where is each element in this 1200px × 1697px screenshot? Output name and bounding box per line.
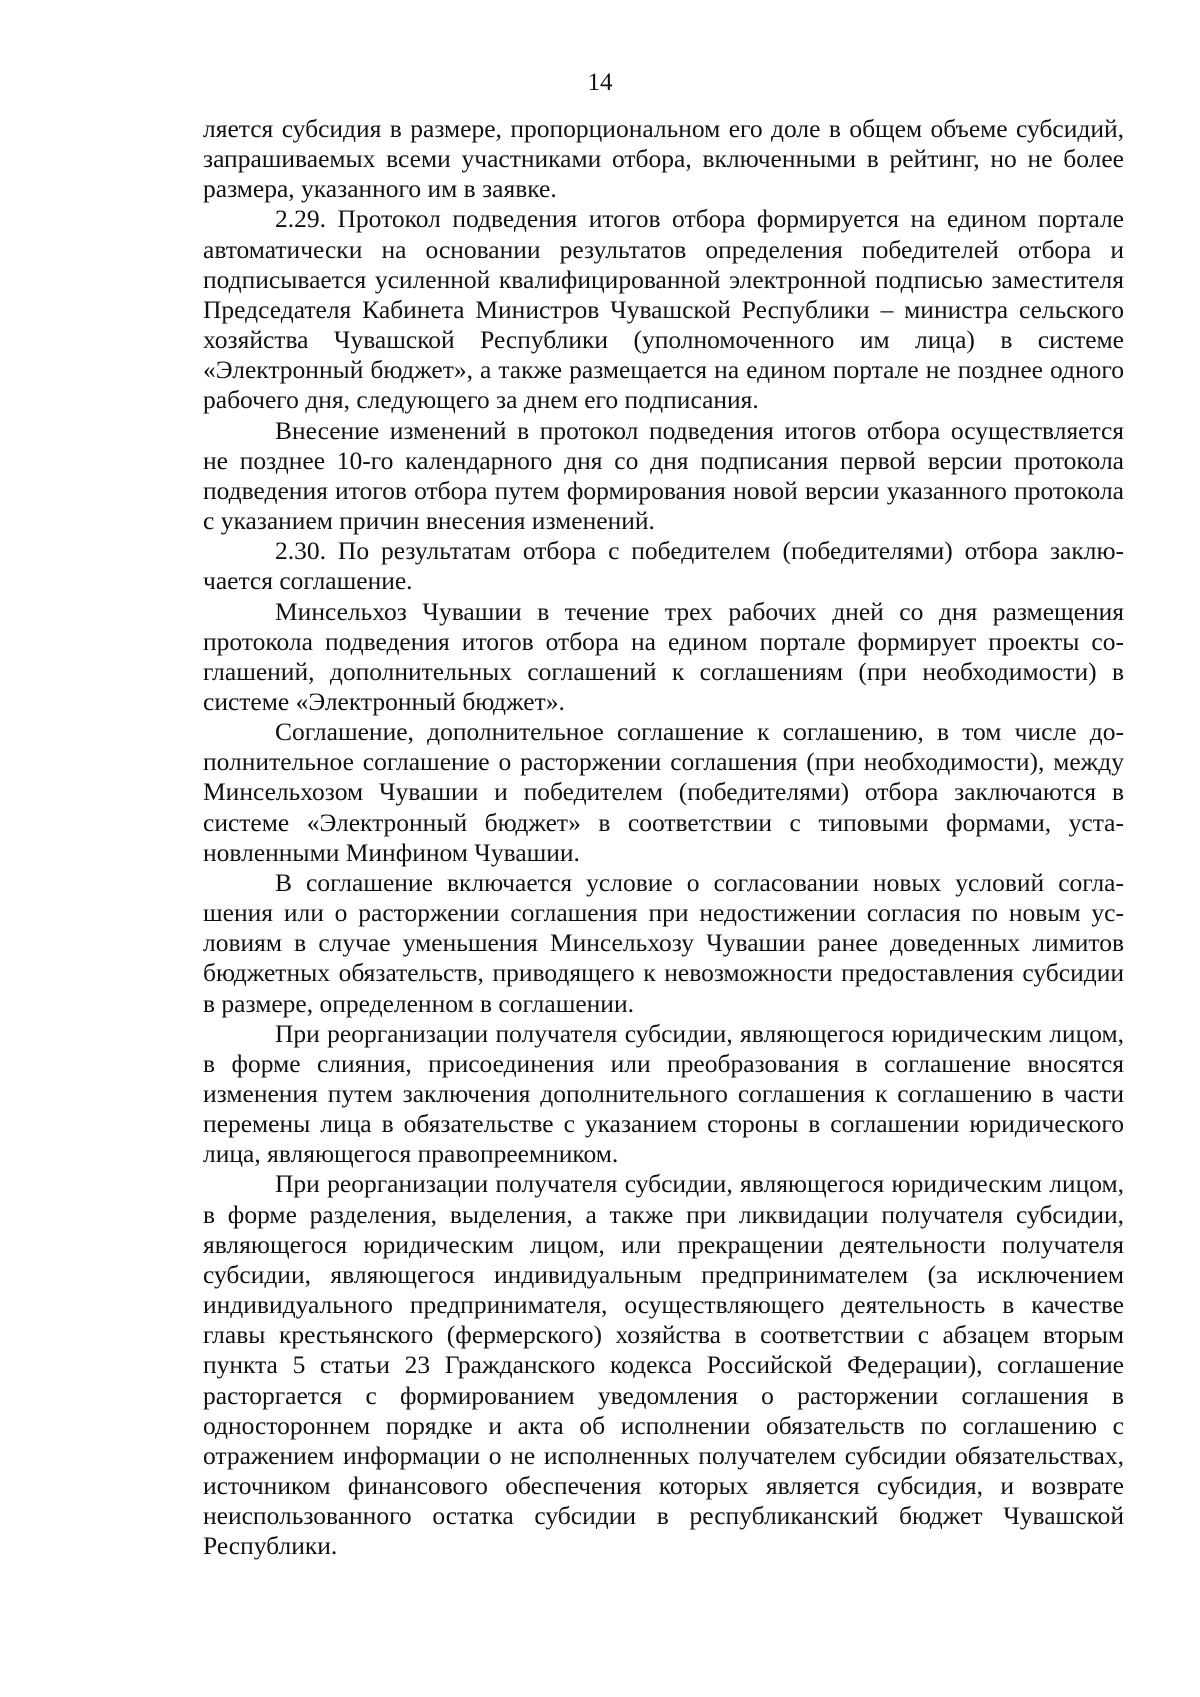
page-number: 14 xyxy=(587,69,613,96)
paragraph-reorganization-merger: При реорганизации получателя субсидии, являющегося юридическим лицом, в форме слияния, присоединения или преобразования в соглашение вносятся изменения путем заключения дополнительного соглашения к соглашению в части перемены лица в обязательстве с указанием стороны в соглашении юридического лица, являющегося правопреемником. xyxy=(203,1018,1124,1169)
paragraph-continuation: ляется субсидия в размере, пропорциональном его доле в общем объеме субсидий, запрашиваемых всеми участниками отбора, включенными в рейтинг, но не более размера, указанного им в заявке. xyxy=(203,114,1124,204)
paragraph-agreement-conditions: В соглашение включается условие о согласовании новых условий соглашения или о расторжении соглашения при недостижении согласия по новым условиям в случае уменьшения Минсельхозу Чувашии ранее доведенных лимитов бюджетных обязательств, приводящего к невозможности предоставления субсидии в размере, определенном в соглашении. xyxy=(203,867,1124,1018)
paragraph-agreement-conclusion: Соглашение, дополнительное соглашение к соглашению, в том числе дополнительное соглашение о расторжении соглашения (при необходимости), между Минсельхозом Чувашии и победителем (победителями) отбора заключаются в системе «Электронный бюджет» в соответствии с типовыми формами, установленными Минфином Чувашии. xyxy=(203,717,1124,867)
paragraph-2-29: 2.29. Протокол подведения итогов отбора формируется на едином портале автоматически на основании результатов определения победителей отбора и подписывается усиленной квалифицированной электронной подписью заместителя Председателя Кабинета Министров Чувашской Республики – министра сельского хозяйства Чувашской Республики (уполномоченного им лица) в системе «Электронный бюджет», а также размещается на едином портале не позднее одного рабочего дня, следующего за днем его подписания. xyxy=(203,204,1124,415)
paragraph-agreement-drafts: Минсельхоз Чувашии в течение трех рабочих дней со дня размещения протокола подведения итогов отбора на едином портале формирует проекты соглашений, дополнительных соглашений к соглашениям (при необходимости) в системе «Электронный бюджет». xyxy=(203,596,1124,716)
document-body xyxy=(203,114,1124,1562)
paragraph-2-30: 2.30. По результатам отбора с победителем (победителями) отбора заключается соглашение. xyxy=(203,536,1124,596)
paragraph-protocol-changes: Внесение изменений в протокол подведения итогов отбора осуществляется не позднее 10-го календарного дня со дня подписания первой версии протокола подведения итогов отбора путем формирования новой версии указанного протокола с указанием причин внесения изменений. xyxy=(203,415,1124,536)
paragraph-reorganization-division: При реорганизации получателя субсидии, являющегося юридическим лицом, в форме разделения, выделения, а также при ликвидации получателя субсидии, являющегося юридическим лицом, или прекращении деятельности получателя субсидии, являющегося индивидуальным предпринимателем (за исключением индивидуального предпринимателя, осуществляющего деятельность в качестве главы крестьянского (фермерского) хозяйства в соответствии с абзацем вторым пункта 5 статьи 23 Гражданского кодекса Российской Федерации), соглашение расторгается с формированием уведомления о расторжении соглашения в одностороннем порядке и акта об исполнении обязательств по соглашению с отражением информации о не исполненных получателем субсидии обязательствах, источником финансового обеспечения которых является субсидия, и возврате неиспользованного остатка субсидии в республиканский бюджет Чувашской Республики. xyxy=(203,1169,1124,1561)
